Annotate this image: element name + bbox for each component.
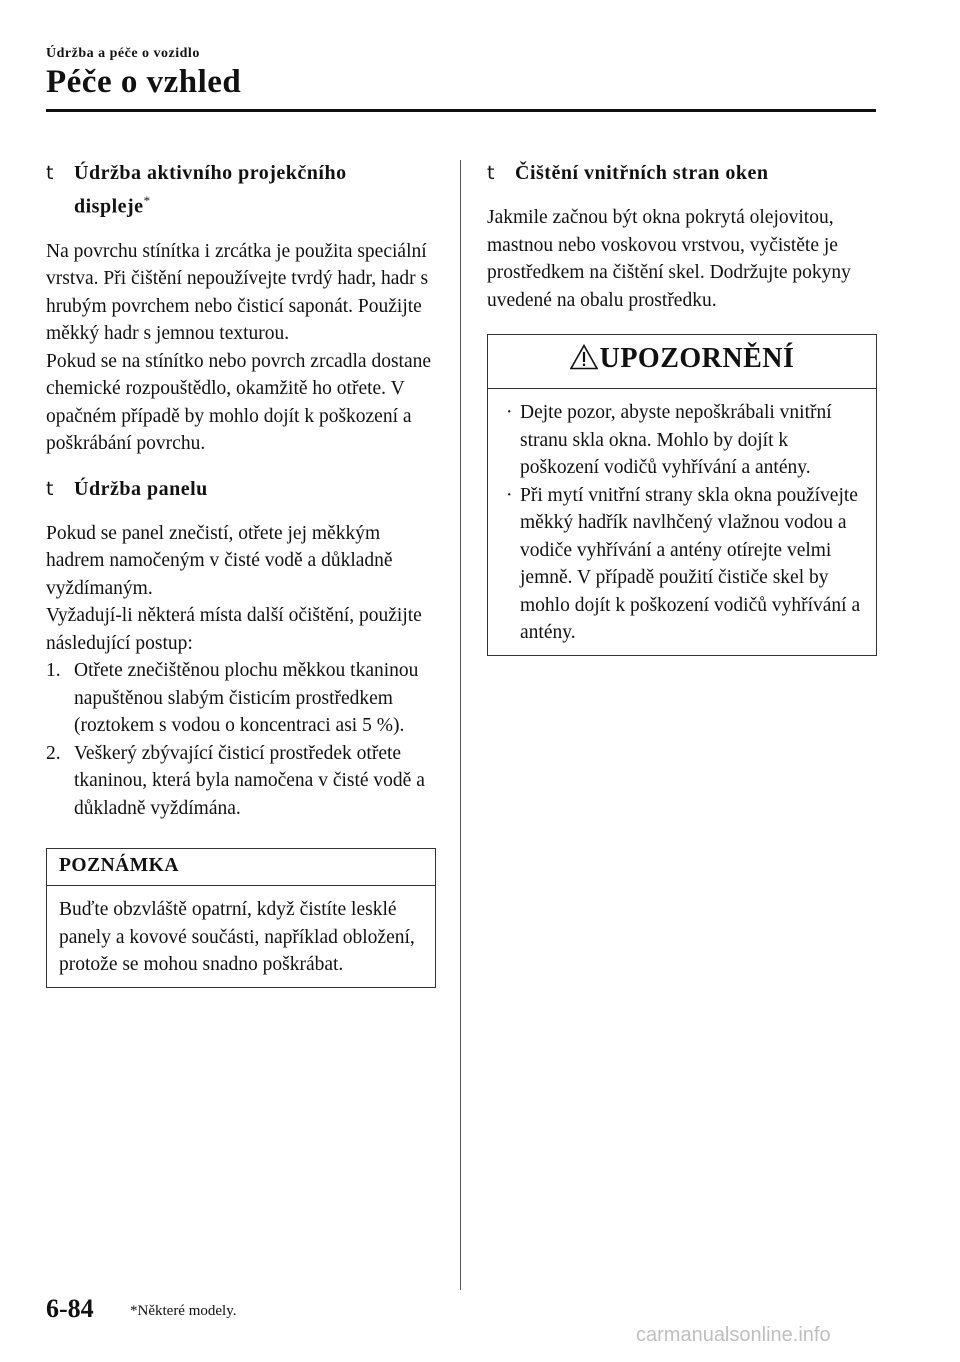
- section-bullet: t: [46, 162, 54, 184]
- left-column: [46, 160, 436, 988]
- heading-text: Údržba panelu: [74, 477, 208, 500]
- section-bullet: t: [487, 162, 495, 184]
- page-number: 6-84: [46, 1294, 94, 1323]
- right-column: [487, 160, 877, 656]
- bullet-dot: ·: [506, 402, 513, 423]
- heading-line-2: displeje: [74, 195, 144, 218]
- section-bullet: t: [46, 477, 54, 500]
- heading-text: Čištění vnitřních stran oken: [515, 162, 769, 184]
- section-heading-panel: [46, 476, 436, 503]
- note-text: Buďte obzvláště opatrní, když čistíte lesklé panely a kovové součásti, například obložení, protože se mohou snadno poškrábat.: [59, 899, 415, 976]
- step-text: Otřete znečištěnou plochu měkkou tkaninou napuštěnou slabým čisticím prostředkem (roztokem s vodou o koncentraci asi 5 %).: [74, 660, 419, 737]
- heading-line-1: Údržba aktivního projekčního: [74, 162, 347, 184]
- paragraph: Pokud se panel znečistí, otřete jej měkkým hadrem namočeným v čisté vodě a důkladně vyždímaným.: [46, 522, 393, 599]
- title-rule: [46, 109, 876, 112]
- bullet-dot: ·: [506, 484, 513, 506]
- warning-header: [488, 335, 876, 389]
- section-heading-windows: [487, 160, 877, 187]
- warning-item-text: Při mytí vnitřní strany skla okna používejte měkký hadřík navlhčený vlažnou vodou a vodiče vyhřívání a antény otírejte velmi jemně. V případě použití čističe skel by mohlo dojít k poškození vodičů vyhřívání a antény.: [520, 484, 861, 643]
- warning-box: [487, 334, 877, 656]
- step-number: 2.: [46, 742, 61, 764]
- page-title: Péče o vzhled: [46, 64, 242, 100]
- list-item: [500, 399, 864, 482]
- warning-triangle-icon: [570, 344, 598, 378]
- paragraph: Pokud se na stínítko nebo povrch zrcadla dostane chemické rozpouštědlo, okamžitě ho otřete. V opačném případě by mohlo dojít k poškození a poškrábání povrchu.: [46, 350, 432, 455]
- list-item: [46, 657, 436, 740]
- step-number: 1.: [46, 660, 61, 682]
- warning-title: UPOZORNĚNÍ: [599, 343, 795, 374]
- step-text: Veškerý zbývající čisticí prostředek otřete tkaninou, která byla namočena v čisté vodě a důkladně vyždímána.: [74, 742, 425, 819]
- list-item: [500, 482, 864, 647]
- paragraph: Vyžadují-li některá místa další očištění, použijte následující postup:: [46, 605, 422, 654]
- column-divider: [460, 160, 461, 1290]
- warning-item-text: Dejte pozor, abyste nepoškrábali vnitřní stranu skla okna. Mohlo by dojít k poškození vodičů vyhřívání a antény.: [520, 402, 832, 478]
- list-item: [46, 740, 436, 823]
- section-heading-hud: [46, 160, 436, 221]
- watermark: carmanualsonline.info: [636, 1324, 831, 1346]
- note-box: [46, 848, 436, 988]
- breadcrumb: Údržba a péče o vozidlo: [46, 46, 200, 61]
- paragraph: Jakmile začnou být okna pokrytá olejovitou, mastnou nebo voskovou vrstvou, vyčistěte je prostředkem na čištění skel. Dodržujte pokyny uvedené na obalu prostředku.: [487, 207, 851, 311]
- paragraph: Na povrchu stínítka i zrcátka je použita speciální vrstva. Při čištění nepoužívejte tvrdý hadr, hadr s hrubým povrchem nebo čisticí saponát. Použijte měkký hadr s jemnou texturou.: [46, 240, 429, 345]
- note-title: POZNÁMKA: [47, 849, 435, 886]
- asterisk-mark: *: [143, 193, 151, 208]
- footnote: *Některé modely.: [130, 1303, 237, 1319]
